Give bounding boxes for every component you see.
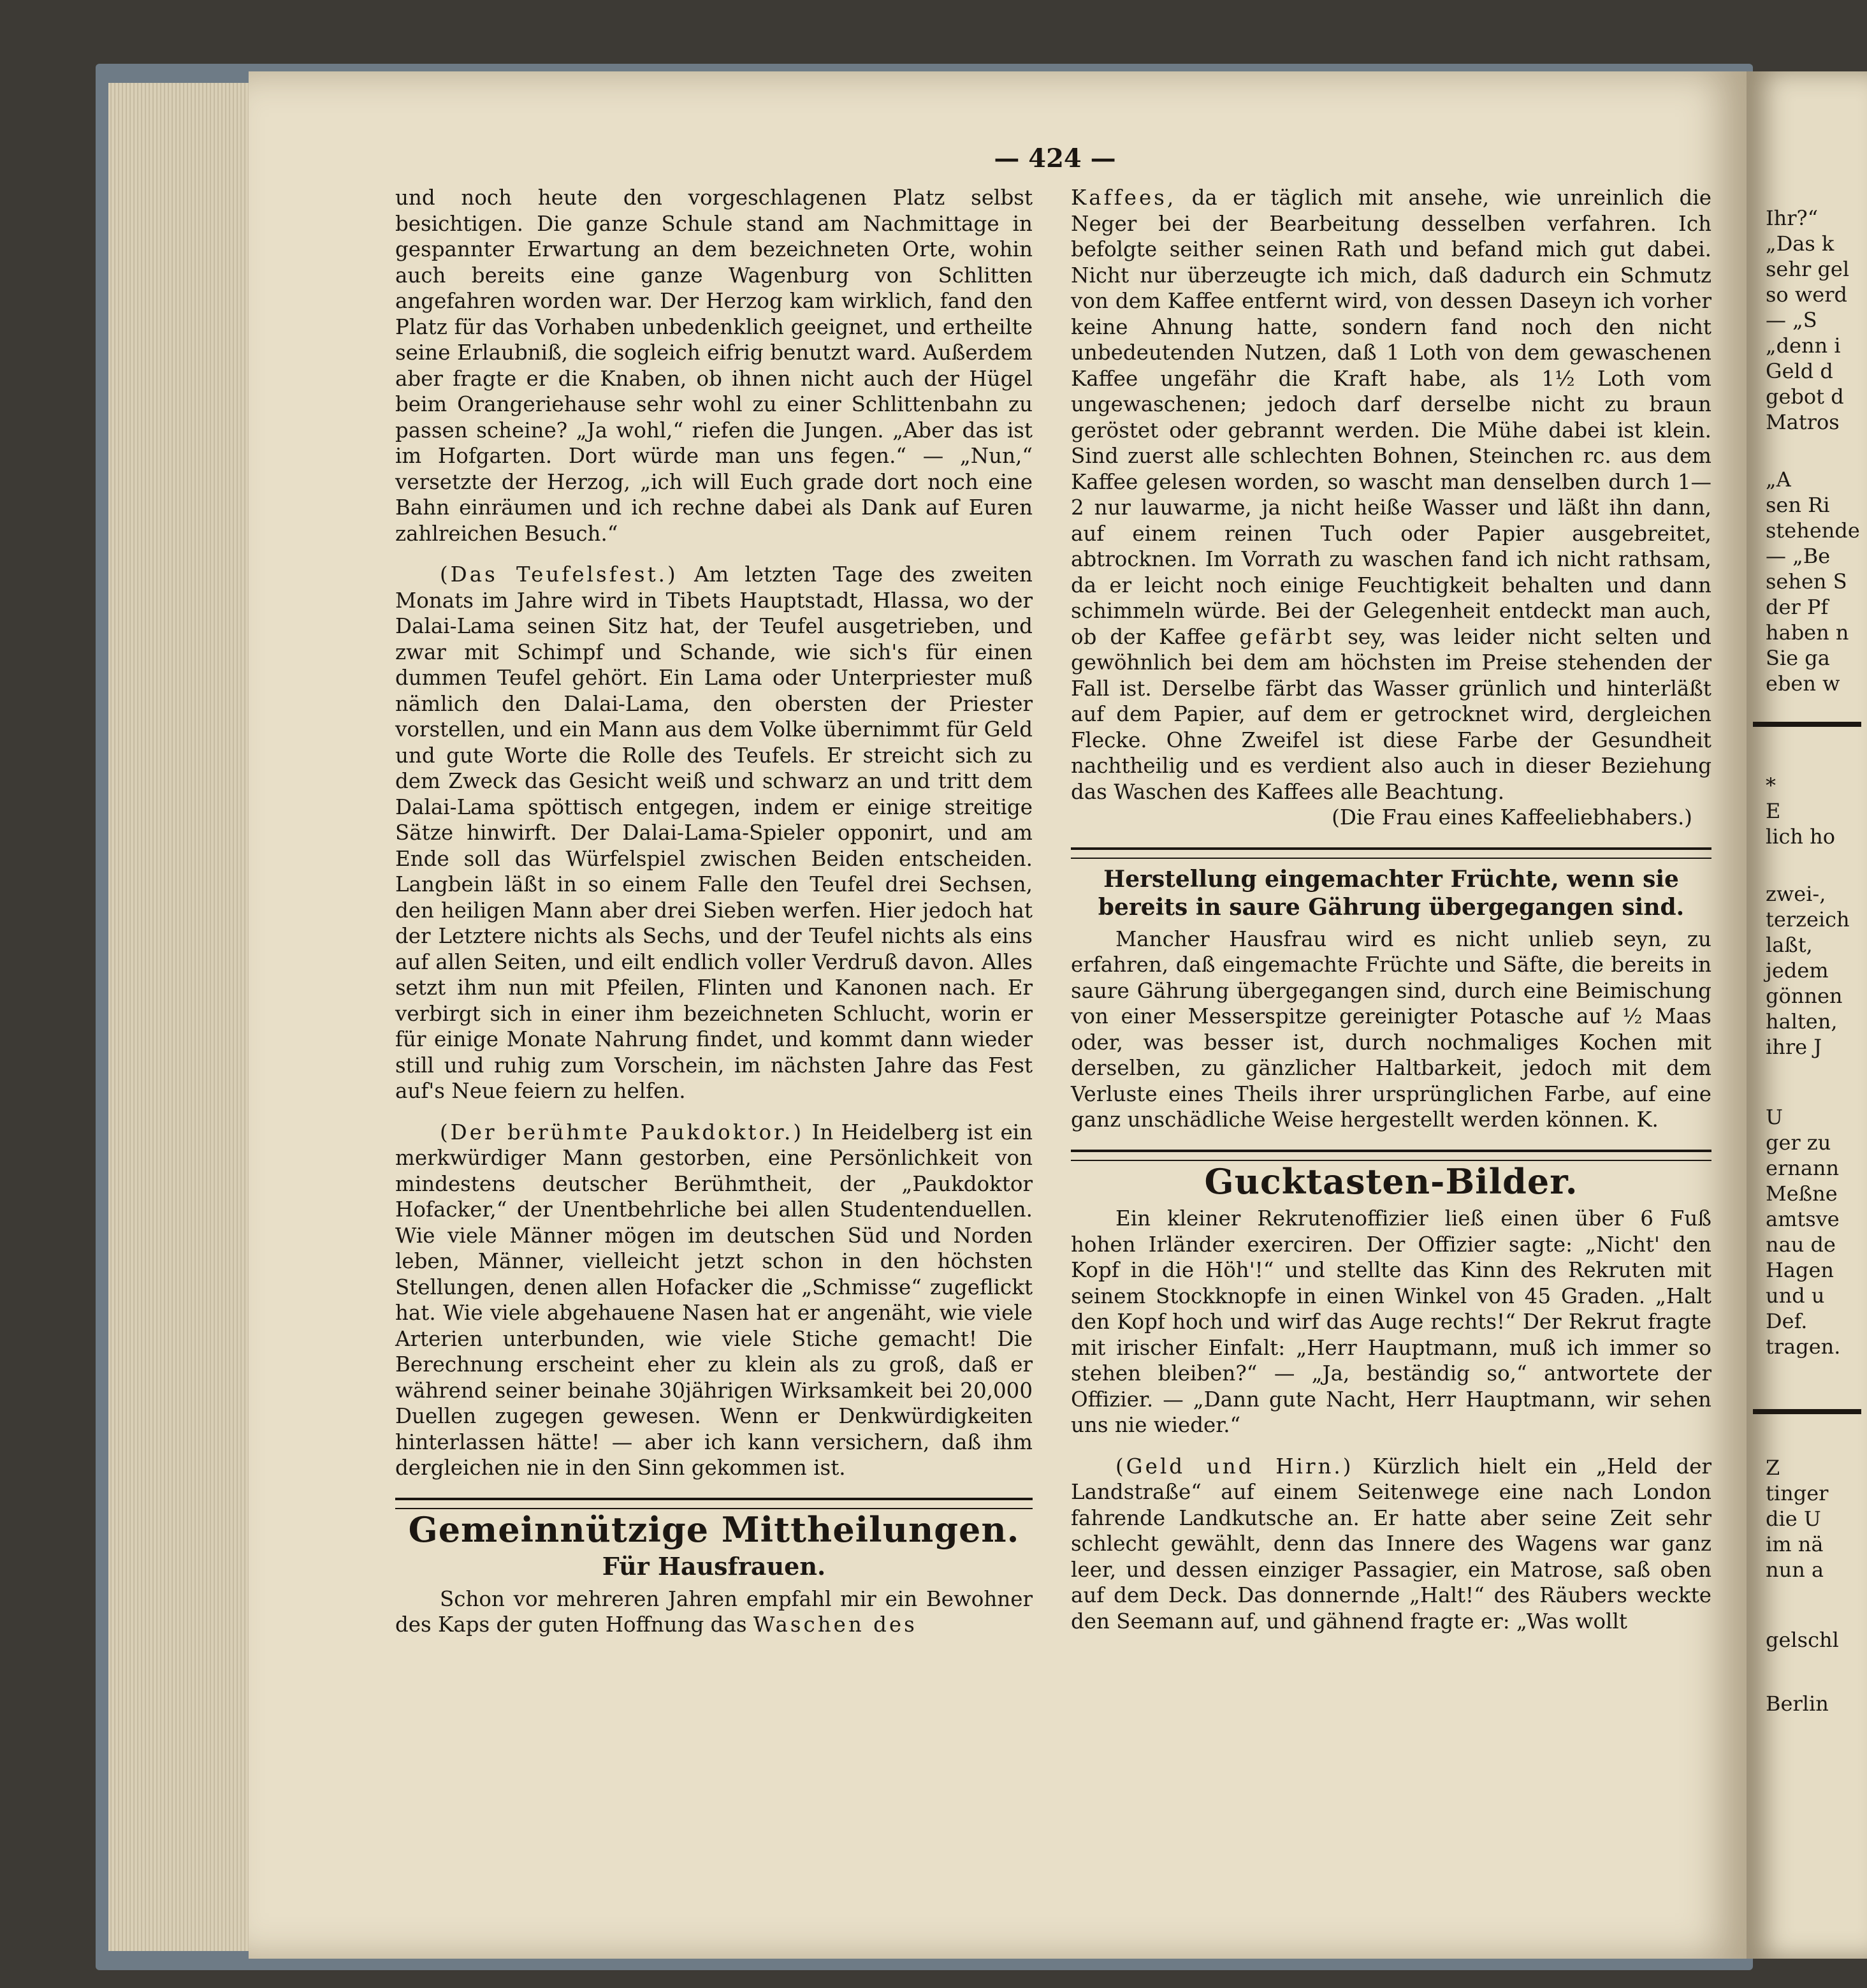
next-page-fragment: und u <box>1766 1283 1825 1308</box>
paukdoktor-article <box>395 1120 1033 1481</box>
next-page-fragment: nau de <box>1766 1232 1836 1257</box>
right-column <box>1071 185 1711 1634</box>
next-page-fragment: jedem <box>1766 958 1829 983</box>
section-title: Gemeinnützige Mittheilungen. <box>408 1509 1020 1550</box>
next-page-fragment: die U <box>1766 1507 1821 1531</box>
next-page-fragment: sehr gel <box>1766 257 1850 281</box>
hausfrauen-spaced: Waschen des <box>753 1612 917 1637</box>
next-page-fragment: Ihr?“ <box>1766 206 1819 230</box>
kaffee-article <box>1071 185 1711 805</box>
teufelsfest-title: (Das Teufelsfest.) <box>440 562 678 587</box>
teufelsfest-article <box>395 562 1033 1104</box>
fruechte-title: Herstellung eingemachter Früchte, wenn sie bereits in saure Gährung übergegangen sind. <box>1098 865 1685 921</box>
next-page-fragment: sen Ri <box>1766 493 1830 517</box>
next-page-fragment: haben n <box>1766 620 1849 645</box>
next-page-fragment: lich ho <box>1766 824 1836 849</box>
paukdoktor-title: (Der berühmte Paukdoktor.) <box>440 1120 804 1144</box>
next-page-fragment: Meßne <box>1766 1181 1838 1206</box>
rekrut-article: Ein kleiner Rekrutenoffizier ließ einen über 6 Fuß hohen Irländer exerciren. Der Offizier sagte: „Nicht' den Kopf in die Höh'!“ und stellte das Kinn des Rekruten mit seinem Stockknopfe in einen Winkel von 45 Graden. „Halt den Kopf hoch und wirf das Auge rechts!“ Der Rekrut fragte mit irischer Einfalt: „Herr Hauptmann, muß ich immer so stehen bleiben?“ — „Ja, beständig so,“ antwortete der Offizier. — „Dann gute Nacht, Herr Hauptmann, wir sehen uns nie wieder.“ <box>1071 1206 1711 1437</box>
next-page-fragment: Sie ga <box>1766 646 1830 670</box>
next-page-fragment: der Pf <box>1766 595 1829 619</box>
kaffee-word: Kaffees, <box>1071 186 1177 210</box>
next-page-fragment: — „S <box>1766 308 1817 332</box>
section-divider <box>395 1498 1033 1509</box>
hausfrauen-article <box>395 1586 1033 1638</box>
continuation-text: und noch heute den vorgeschlagenen Platz selbst besichtigen. Die ganze Schule stand am Nachmittage in gespannter Erwartung an dem bezeichneten Orte, wohin auch bereits eine ganze Wagenburg von Schlitten angefahren worden war. Der Herzog kam wirklich, fand den Platz für das Vorhaben unbedenklich geeignet, und ertheilte seine Erlaubniß, die sogleich eifrig benutzt ward. Außerdem aber fragte er die Knaben, ob ihnen nicht auch der Hügel beim Orangeriehause sehr wohl zu einer Schlittenbahn zu passen scheine? „Ja wohl,“ riefen die Jungen. „Aber das ist im Hofgarten. Dort würde man uns fegen.“ — „Nun,“ versetzte der Herzog, „ich will Euch grade dort noch eine Bahn einräumen und ich rechne dabei als Dank auf Euren zahlreichen Besuch.“ <box>395 186 1033 546</box>
next-page-fragment: Geld d <box>1766 359 1833 383</box>
next-page-fragment: nun a <box>1766 1558 1824 1582</box>
kaffee-body: da er täglich mit ansehe, wie unreinlich die Neger bei der Bearbeitung desselben verfahren. Ich befolgte seither seinen Rath und befand mich gut dabei. Nicht nur überzeugte ich mich, daß dadurch ein Schmutz von dem Kaffee entfernt wird, von dessen Daseyn ich vorher keine Ahnung hatte, sondern fand noch den nicht unbedeutenden Nutzen, daß 1 Loth von dem gewaschenen Kaffee ungefähr die Kraft habe, als 1½ Loth vom ungewaschenen; jedoch darf derselbe nicht zu braun geröstet oder gebrannt werden. Die Mühe dabei ist klein. Sind zuerst alle schlechten Bohnen, Steinchen rc. aus dem Kaffee gelesen worden, so wascht man denselben durch 1—2 nur lauwarme, ja nicht heiße Wasser und läßt ihn dann, auf einem reinen Tuch oder Papier ausgebreitet, abtrocknen. Im Vorrath zu waschen fand ich nicht rathsam, da er leicht noch einige Feuchtigkeit behalten und dann schimmeln würde. Bei der Gelegenheit entdeckt man auch, ob der Kaffee <box>1071 186 1711 649</box>
next-page-fragment: * <box>1766 773 1776 798</box>
kaffee-signature: (Die Frau eines Kaffeeliebhabers.) <box>1332 805 1692 830</box>
kaffee-body-2: sey, was leider nicht selten und gewöhnlich bei dem am höchsten im Preise stehenden der Fall ist. Derselbe färbt das Wasser grünlich und hinterläßt auf dem Papier, auf dem er getrocknet wird, dergleichen Flecke. Ohne Zweifel ist diese Farbe der Gesundheit nachtheilig und es verdient also auch in dieser Beziehung das Waschen des Kaffees alle Beachtung. <box>1071 624 1711 804</box>
fragment-rule <box>1753 1409 1861 1414</box>
next-page-fragment: Matros <box>1766 410 1840 434</box>
section-divider-2 <box>1071 1150 1711 1161</box>
next-page-fragment: laßt, <box>1766 933 1813 957</box>
next-page-fragment: — „Be <box>1766 544 1831 568</box>
next-page-fragment: tragen. <box>1766 1334 1841 1359</box>
next-page-fragment: sehen S <box>1766 569 1847 594</box>
next-page-fragment: Hagen <box>1766 1258 1834 1282</box>
next-page-fragment: ihre J <box>1766 1035 1822 1059</box>
next-page-fragment: im nä <box>1766 1532 1824 1556</box>
next-page-fragment: stehende <box>1766 518 1860 543</box>
page-edges <box>108 83 249 1951</box>
fruechte-article <box>1071 926 1711 1133</box>
fragment-rule <box>1753 722 1861 727</box>
geld-title: (Geld und Hirn.) <box>1115 1454 1354 1479</box>
hausfrauen-start: Schon vor mehreren Jahren empfahl mir ein Bewohner des Kaps der guten Hoffnung das <box>395 1586 1033 1637</box>
fruechte-body: Mancher Hausfrau wird es nicht unlieb seyn, zu erfahren, daß eingemachte Früchte und Säfte, die bereits in saure Gährung übergegangen sind, durch eine Beimischung von einer Messerspitze gereinigter Potasche auf ½ Maas oder, was besser ist, durch nochmaliges Kochen mit derselben, zu gänzlicher Haltbarkeit, jedoch mit dem Verluste eines Theils ihrer ursprünglichen Farbe, auf eine ganz unschädliche Weise hergestellt werden können. <box>1071 926 1711 1132</box>
next-page-fragment: zwei-, <box>1766 882 1826 906</box>
geld-article <box>1071 1454 1711 1635</box>
next-page-fragment: Z <box>1766 1456 1780 1480</box>
next-page-fragment: gelschl <box>1766 1628 1839 1652</box>
next-page-fragment: „A <box>1766 467 1791 492</box>
next-page-edge <box>1747 71 1867 1959</box>
next-page-fragment: gebot d <box>1766 384 1844 409</box>
next-page-fragment: „Das k <box>1766 231 1834 256</box>
subsection-title: Für Hausfrauen. <box>602 1552 826 1581</box>
next-page-fragment: terzeich <box>1766 907 1850 932</box>
geld-body: Kürzlich hielt ein „Held der Landstraße“ auf einem Seitenwege eine nach London fahrende Landkutsche an. Er hatte aber seine Zeit sehr schlecht gewählt, denn das Innere des Wagens war ganz leer, und dessen einziger Passagier, ein Matrose, saß oben auf dem Deck. Das donnernde „Halt!“ des Räubers weckte den Seemann auf, und gähnend fragte er: „Was wollt <box>1071 1454 1711 1634</box>
next-page-fragment: ernann <box>1766 1156 1840 1180</box>
left-column <box>395 185 1033 1638</box>
teufelsfest-body: Am letzten Tage des zweiten Monats im Jahre wird in Tibets Hauptstadt, Hlassa, wo der Dalai-Lama seinen Sitz hat, der Teufel ausgetrieben, und zwar mit Schimpf und Schande, wie sich's für einen dummen Teufel gehört. Ein Lama oder Unterpriester muß nämlich den Dalai-Lama, den obersten der Priester vorstellen, und ein Mann aus dem Volke übernimmt für Geld und gute Worte die Rolle des Teufels. Er streicht sich zu dem Zweck das Gesicht weiß und schwarz an und tritt dem Dalai-Lama spöttisch entgegen, indem er einige streitige Sätze hinwirft. Der Dalai-Lama-Spieler opponirt, und am Ende soll das Würfelspiel zwischen Beiden entscheiden. Langbein läßt in so einem Falle den Teufel drei Sechsen, den heiligen Mann aber drei Sieben werfen. Hier jedoch hat der Letztere nichts als Sechs, und der Teufel nichts als eins auf allen Seiten, und eilt endlich voller Verdruß davon. Alles setzt ihm nun mit Pfeilen, Flinten und Kanonen nach. Er verbirgt sich in einer ihm bezeichneten Schlucht, worin er für einige Monate Nahrung findet, und kommt dann wieder still und ruhig zum Vorschein, im nächsten Jahre das Fest auf's Neue feiern zu helfen. <box>395 562 1033 1103</box>
paukdoktor-body: In Heidelberg ist ein merkwürdiger Mann gestorben, eine Persönlichkeit von mindestens deutscher Berühmtheit, der „Paukdoktor Hofacker,“ der Unentbehrliche bei allen Studentenduellen. Wie viele Männer mögen im deutschen Süd und Norden leben, Männer, vielleicht jetzt schon in den höchsten Stellungen, denen allen Hofacker die „Schmisse“ zugeflickt hat. Wie viele abgehauene Nasen hat er angenäht, wie viele Arterien unterbunden, wie viele Stiche gemacht! Die Berechnung erscheint eher zu klein als zu groß, daß er während seiner beinahe 30jährigen Wirksamkeit bei 20,000 Duellen zugegen gewesen. Wenn er Denkwürdigkeiten hinterlassen hätte! — aber ich kann versichern, daß ihm dergleichen nie in den Sinn gekommen ist. <box>395 1120 1033 1480</box>
next-page-fragment: E <box>1766 799 1781 823</box>
next-page-fragment: halten, <box>1766 1009 1838 1034</box>
next-page-fragment: tinger <box>1766 1481 1829 1505</box>
next-page-fragment: gönnen <box>1766 984 1843 1008</box>
fruechte-signature: K. <box>1636 1107 1659 1132</box>
article-divider <box>1071 847 1711 859</box>
next-page-fragment: ger zu <box>1766 1130 1831 1155</box>
next-page-fragment: eben w <box>1766 671 1840 696</box>
next-page-fragment: „denn i <box>1766 333 1841 358</box>
next-page-fragment: Def. <box>1766 1309 1808 1333</box>
next-page-fragment: amtsve <box>1766 1207 1840 1231</box>
next-page-fragment: U <box>1766 1105 1783 1129</box>
gefaerbt-word: gefärbt <box>1239 624 1335 649</box>
next-page-fragment: so werd <box>1766 282 1847 307</box>
gucktasten-title: Gucktasten-Bilder. <box>1204 1160 1578 1202</box>
page-number: — 424 — <box>994 143 1116 173</box>
next-page-fragment: Berlin <box>1766 1692 1829 1716</box>
